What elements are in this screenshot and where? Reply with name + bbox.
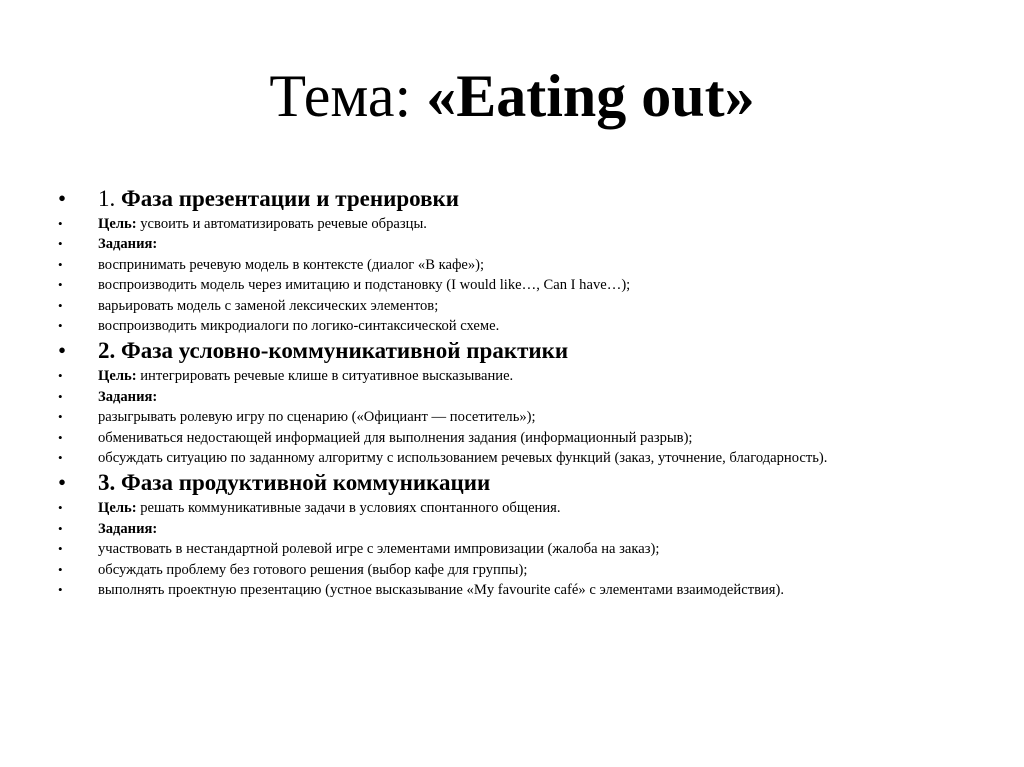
phase-title: Фаза продуктивной коммуникации xyxy=(121,470,491,496)
task-item xyxy=(58,316,988,336)
goal-text: решать коммуникативные задачи в условиях спонтанного общения. xyxy=(140,500,561,517)
title-prefix: Тема: xyxy=(269,63,427,129)
phase-tasks-label xyxy=(58,387,988,407)
task-text: разыгрывать ролевую игру по сценарию («Официант — посетитель»); xyxy=(98,409,536,426)
phase-heading xyxy=(58,184,988,214)
phase-goal xyxy=(58,366,988,386)
bullet-icon: • xyxy=(58,520,63,536)
goal-label: Цель: xyxy=(98,500,137,517)
bullet-icon: • xyxy=(58,470,67,496)
task-text: воспроизводить модель через имитацию и подстановку (I would like…, Can I have…); xyxy=(98,277,631,294)
task-text: выполнять проектную презентацию (устное высказывание «My favourite café» с элементами взаимодействия). xyxy=(98,582,784,599)
goal-text: усвоить и автоматизировать речевые образцы. xyxy=(140,216,427,232)
tasks-label: Задания: xyxy=(98,236,158,253)
title-topic: «Eating out» xyxy=(426,63,755,129)
task-item xyxy=(58,448,988,468)
bullet-icon: • xyxy=(58,236,63,252)
bullet-icon: • xyxy=(58,582,63,598)
phase-title: Фаза условно-коммуникативной практики xyxy=(121,338,569,364)
tasks-label: Задания: xyxy=(98,388,158,405)
phase-number: 3. xyxy=(98,470,116,496)
goal-text: интегрировать речевые клише в ситуативное высказывание. xyxy=(140,368,514,385)
bullet-icon: • xyxy=(58,450,63,466)
task-text: обсуждать ситуацию по заданному алгоритму с использованием речевых функций (заказ, уточнение, благодарность). xyxy=(98,450,828,467)
slide-title xyxy=(0,60,1024,132)
bullet-list xyxy=(58,184,988,601)
task-item xyxy=(58,407,988,427)
task-item xyxy=(58,275,988,295)
bullet-icon: • xyxy=(58,277,63,293)
bullet-icon: • xyxy=(58,388,63,404)
task-item xyxy=(58,428,988,448)
bullet-icon: • xyxy=(58,338,67,364)
task-item xyxy=(58,560,988,580)
phase-tasks-label xyxy=(58,519,988,539)
bullet-icon: • xyxy=(58,429,63,445)
tasks-label: Задания: xyxy=(98,520,158,537)
bullet-icon: • xyxy=(58,368,63,384)
bullet-icon: • xyxy=(58,500,63,516)
bullet-icon: • xyxy=(58,409,63,425)
phase-heading xyxy=(58,468,988,498)
task-text: воспринимать речевую модель в контексте (диалог «В кафе»); xyxy=(98,256,485,273)
phase-number: 1. xyxy=(98,186,116,211)
phase-tasks-label xyxy=(58,234,988,254)
task-item xyxy=(58,580,988,600)
bullet-icon: • xyxy=(58,186,67,211)
bullet-icon: • xyxy=(58,256,63,272)
bullet-icon: • xyxy=(58,561,63,577)
phase-title: Фаза презентации и тренировки xyxy=(121,186,460,211)
task-text: участвовать в нестандартной ролевой игре с элементами импровизации (жалоба на заказ); xyxy=(98,541,660,558)
goal-label: Цель: xyxy=(98,216,137,232)
task-text: обсуждать проблему без готового решения (выбор кафе для группы); xyxy=(98,561,528,578)
phase-goal xyxy=(58,498,988,518)
goal-label: Цель: xyxy=(98,368,137,385)
task-item xyxy=(58,255,988,275)
task-item xyxy=(58,296,988,316)
task-item xyxy=(58,539,988,559)
task-text: обмениваться недостающей информацией для выполнения задания (информационный разрыв); xyxy=(98,429,693,446)
task-text: воспроизводить микродиалоги по логико-синтаксической схеме. xyxy=(98,318,500,335)
task-text: варьировать модель с заменой лексических элементов; xyxy=(98,297,439,314)
phase-number: 2. xyxy=(98,338,116,364)
bullet-icon: • xyxy=(58,318,63,334)
bullet-icon: • xyxy=(58,216,63,231)
phase-heading xyxy=(58,336,988,366)
bullet-icon: • xyxy=(58,297,63,313)
bullet-icon: • xyxy=(58,541,63,557)
phase-goal xyxy=(58,214,988,234)
